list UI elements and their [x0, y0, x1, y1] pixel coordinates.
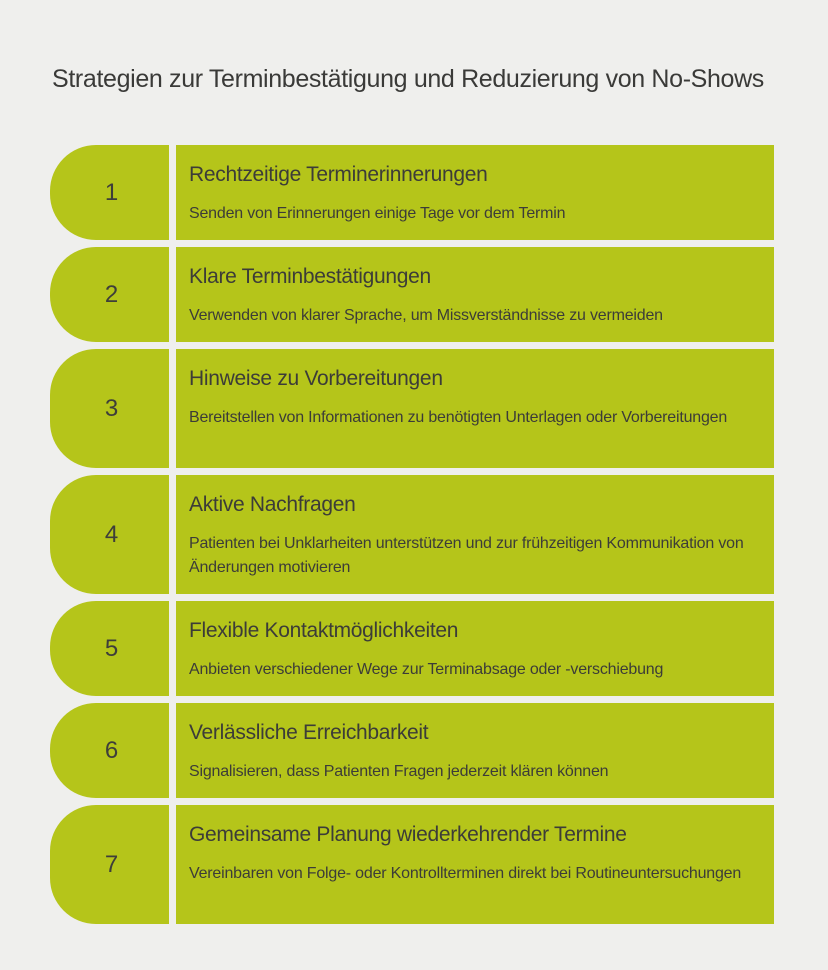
strategy-step-2: [50, 247, 774, 342]
step-heading: Hinweise zu Vorbereitungen: [189, 367, 443, 390]
step-number: 7: [50, 805, 169, 924]
step-heading: Verlässliche Erreichbarkeit: [189, 721, 429, 744]
step-heading: Rechtzeitige Terminerinnerungen: [189, 163, 488, 186]
step-heading: Aktive Nachfragen: [189, 493, 356, 516]
step-content: [176, 703, 774, 798]
strategy-step-1: [50, 145, 774, 240]
strategy-list: [50, 145, 774, 931]
strategy-step-6: [50, 703, 774, 798]
step-description: Bereitstellen von Informationen zu benötigten Unterlagen oder Vorbereitungen: [189, 409, 728, 426]
step-description: Senden von Erinnerungen einige Tage vor dem Termin: [189, 205, 566, 222]
step-number: 6: [50, 703, 169, 798]
strategy-step-7: [50, 805, 774, 924]
strategy-step-4: [50, 475, 774, 594]
step-content: [176, 247, 774, 342]
step-number: 3: [50, 349, 169, 468]
step-content: [176, 805, 774, 924]
strategy-step-3: [50, 349, 774, 468]
step-description: Patienten bei Unklarheiten unterstützen und zur frühzeitigen Kommunikation von Änderungen motivieren: [189, 535, 744, 576]
step-description: Signalisieren, dass Patienten Fragen jederzeit klären können: [189, 763, 609, 780]
step-description: Verwenden von klarer Sprache, um Missverständnisse zu vermeiden: [189, 307, 663, 324]
step-heading: Gemeinsame Planung wiederkehrender Termine: [189, 823, 627, 846]
step-number: 4: [50, 475, 169, 594]
step-number: 2: [50, 247, 169, 342]
step-number: 5: [50, 601, 169, 696]
step-content: [176, 349, 774, 468]
step-number: 1: [50, 145, 169, 240]
step-description: Vereinbaren von Folge- oder Kontrollterminen direkt bei Routineuntersuchungen: [189, 865, 742, 882]
step-content: [176, 601, 774, 696]
step-content: [176, 145, 774, 240]
step-heading: Klare Terminbestätigungen: [189, 265, 431, 288]
step-content: [176, 475, 774, 594]
step-heading: Flexible Kontaktmöglichkeiten: [189, 619, 459, 642]
step-description: Anbieten verschiedener Wege zur Terminabsage oder -verschiebung: [189, 661, 664, 678]
page-title: Strategien zur Terminbestätigung und Reduzierung von No-Shows: [52, 65, 764, 93]
strategy-step-5: [50, 601, 774, 696]
